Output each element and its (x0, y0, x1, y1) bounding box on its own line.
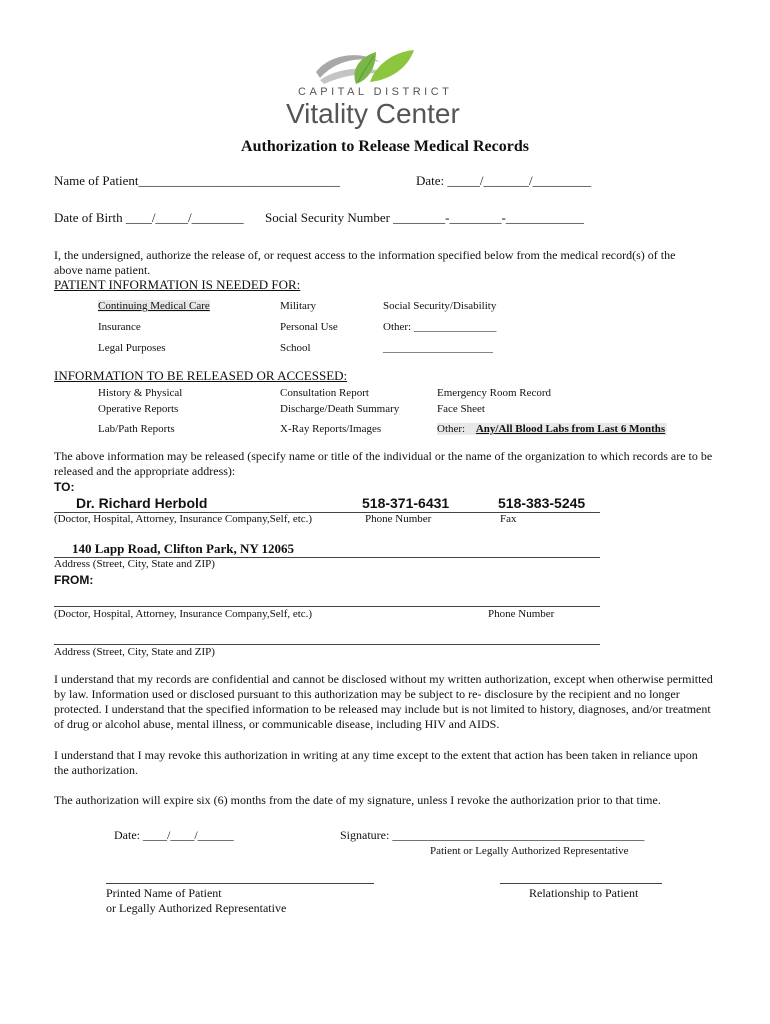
intro-text: I, the undersigned, authorize the release of, or request access to the information specified below from the medical record(s) of the above name patient. (54, 248, 676, 277)
signature-caption: Patient or Legally Authorized Representative (430, 845, 629, 857)
other-option-1[interactable] (383, 321, 496, 333)
expiry-paragraph: The authorization will expire six (6) months from the date of my signature, unless I revoke the authorization prior to that time. (54, 793, 661, 807)
other-line-1[interactable]: _______________ (413, 321, 497, 333)
ssn-field[interactable]: Social Security Number ________-________-____________ (265, 210, 584, 225)
face-sheet-option[interactable]: Face Sheet (437, 403, 485, 415)
to-phone-field[interactable]: 518-371-6431 (362, 495, 450, 511)
patient-name-row (54, 173, 340, 189)
personal-use-option[interactable]: Personal Use (280, 321, 338, 333)
relationship-line[interactable] (500, 883, 662, 884)
printed-name-line[interactable] (106, 883, 374, 884)
er-option[interactable]: Emergency Room Record (437, 387, 552, 399)
logo-line2: Vitality Center (286, 98, 460, 129)
patient-name-field[interactable]: _______________________________ (138, 173, 340, 188)
to-label: TO: (54, 480, 75, 494)
from-address-caption: Address (Street, City, State and ZIP) (54, 646, 215, 658)
signature-field[interactable]: __________________________________________ (392, 828, 645, 842)
from-address-line[interactable] (54, 644, 600, 645)
insurance-option[interactable]: Insurance (98, 321, 141, 333)
dob-field[interactable]: Date of Birth ____/_____/________ (54, 210, 244, 225)
section1-heading: PATIENT INFORMATION IS NEEDED FOR: (54, 277, 301, 292)
patient-date-field[interactable]: Date: _____/_______/_________ (416, 173, 592, 188)
to-name-field[interactable]: Dr. Richard Herbold (76, 495, 208, 511)
to-name-caption: (Doctor, Hospital, Attorney, Insurance Company,Self, etc.) (54, 513, 313, 525)
from-phone-caption: Phone Number (488, 608, 555, 620)
printed-name-caption-1: Printed Name of Patient (106, 886, 222, 900)
logo (280, 44, 470, 136)
page-title: Authorization to Release Medical Records (241, 138, 529, 155)
to-fax-field[interactable]: 518-383-5245 (498, 495, 586, 511)
other-records-value[interactable]: Any/All Blood Labs from Last 6 Months (475, 423, 666, 435)
from-label: FROM: (54, 573, 94, 587)
ssd-option[interactable]: Social Security/Disability (383, 300, 497, 312)
to-address-caption: Address (Street, City, State and ZIP) (54, 558, 215, 570)
from-name-caption: (Doctor, Hospital, Attorney, Insurance Company,Self, etc.) (54, 608, 313, 620)
consultation-option[interactable]: Consultation Report (280, 387, 369, 399)
other-records-option[interactable] (437, 423, 667, 435)
to-fax-caption: Fax (500, 513, 517, 525)
other-records-label: Other: (437, 423, 466, 435)
other-line-2[interactable]: ____________________ (383, 342, 493, 354)
history-option[interactable]: History & Physical (98, 387, 183, 399)
printed-name-caption-2: or Legally Authorized Representative (106, 901, 287, 915)
logo-line1: CAPITAL DISTRICT (298, 86, 453, 98)
legal-option[interactable]: Legal Purposes (98, 342, 166, 354)
revoke-paragraph: I understand that I may revoke this authorization in writing at any time except to the extent that action has been taken in reliance upon the authorization. (54, 748, 698, 777)
discharge-option[interactable]: Discharge/Death Summary (280, 403, 400, 415)
release-note: The above information may be released (specify name or title of the individual or the name of the organization to which records are to be released and the appropriate address): (54, 449, 713, 478)
xray-option[interactable]: X-Ray Reports/Images (280, 423, 382, 435)
other-label-1: Other: (383, 321, 412, 333)
from-name-line[interactable] (54, 606, 600, 607)
signature-row (340, 828, 644, 843)
to-phone-caption: Phone Number (365, 513, 432, 525)
section2-heading: INFORMATION TO BE RELEASED OR ACCESSED: (54, 368, 348, 383)
operative-option[interactable]: Operative Reports (98, 403, 179, 415)
school-option[interactable]: School (280, 342, 311, 354)
continuing-care-option[interactable]: Continuing Medical Care (98, 300, 210, 312)
lab-option[interactable]: Lab/Path Reports (98, 423, 175, 435)
patient-name-label: Name of Patient (54, 173, 139, 188)
confidentiality-paragraph: I understand that my records are confidential and cannot be disclosed without my written authorization, except when otherwise permitted by law. Information used or disclosed pursuant to this authorization may be subject to re- disclosure by the recipient and no longer protected. I understand that the specified information to be released may include but is not limited to history, diagnoses, and/or treatment of drug or alcohol abuse, mental illness, or communicable disease, including HIV and AIDS. (54, 672, 713, 731)
signature-label: Signature: (340, 828, 390, 842)
to-address-field[interactable]: 140 Lapp Road, Clifton Park, NY 12065 (72, 541, 294, 556)
logo-leaf-right (370, 50, 414, 82)
signature-date-field[interactable]: Date: ____/____/______ (114, 828, 234, 842)
military-option[interactable]: Military (280, 300, 317, 312)
relationship-caption: Relationship to Patient (529, 886, 639, 900)
